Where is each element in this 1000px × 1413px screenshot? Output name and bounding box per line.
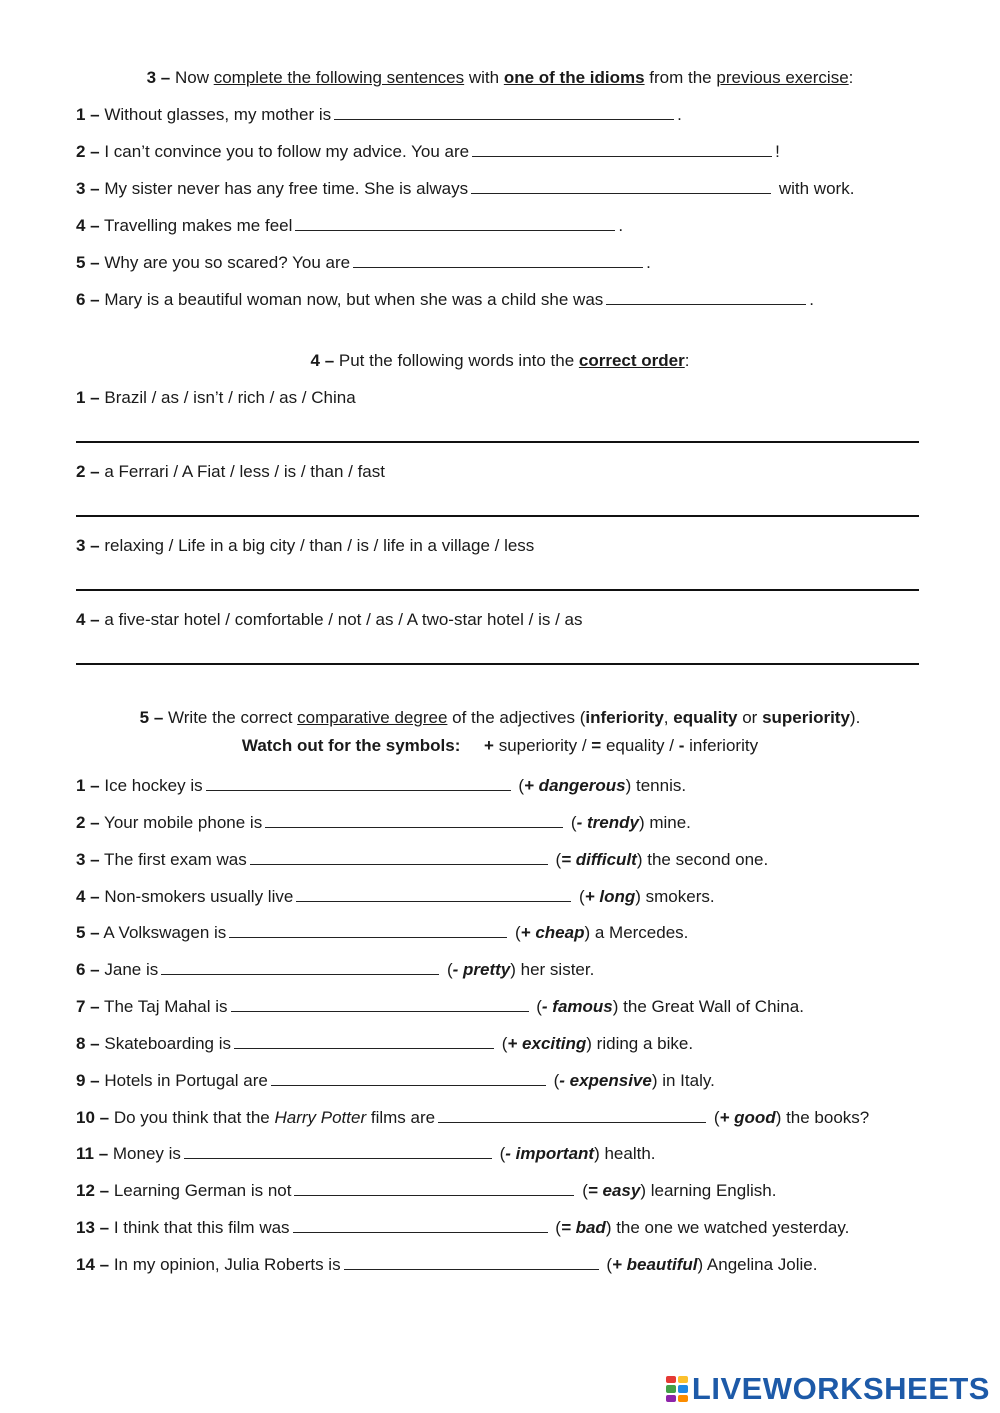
answer-blank[interactable] [344,1254,599,1270]
answer-blank[interactable] [161,959,439,975]
answer-blank[interactable] [234,1033,494,1049]
section-4-item: 1 – Brazil / as / isn’t / rich / as / China [76,388,356,407]
section-4-item: 2 – a Ferrari / A Fiat / less / is / than / fast [76,462,385,481]
logo-mark-icon [666,1376,688,1402]
answer-blank[interactable] [334,104,674,120]
section-5-item: 11 – Money is (- important) health. [76,1144,656,1163]
section-5-item: 10 – Do you think that the Harry Potter films are (+ good) the books? [76,1108,870,1127]
section-5-item: 8 – Skateboarding is (+ exciting) riding a bike. [76,1034,694,1053]
answer-blank[interactable] [206,775,511,791]
section-5-item: 2 – Your mobile phone is (- trendy) mine. [76,813,691,832]
section-4-item: 4 – a five-star hotel / comfortable / not / as / A two-star hotel / is / as [76,610,583,629]
answer-line[interactable] [76,589,919,591]
answer-blank[interactable] [472,141,772,157]
liveworksheets-logo [666,1371,990,1407]
symbols-legend: Watch out for the symbols: + superiority / = equality / - inferiority [241,736,759,755]
section-5-item: 9 – Hotels in Portugal are (- expensive) in Italy. [76,1071,715,1090]
answer-blank[interactable] [438,1107,706,1123]
answer-blank[interactable] [271,1070,546,1086]
answer-line[interactable] [76,441,919,443]
section-5-item: 13 – I think that this film was (= bad) the one we watched yesterday. [76,1218,850,1237]
answer-blank[interactable] [471,178,771,194]
section-4-instruction: 4 – Put the following words into the correct order: [310,351,690,370]
section-4-item: 3 – relaxing / Life in a big city / than / is / life in a village / less [76,536,535,555]
section-3-item: 4 – Travelling makes me feel . [76,216,624,235]
section-5-item: 5 – A Volkswagen is (+ cheap) a Mercedes. [76,923,689,942]
answer-blank[interactable] [184,1143,492,1159]
answer-blank[interactable] [353,252,643,268]
section-5-item: 4 – Non-smokers usually live (+ long) smokers. [76,887,715,906]
section-5-instruction: 5 – Write the correct comparative degree of the adjectives (inferiority, equality or superiority). [139,708,861,727]
answer-blank[interactable] [231,996,529,1012]
answer-blank[interactable] [295,215,615,231]
section-5-item: 6 – Jane is (- pretty) her sister. [76,960,595,979]
section-3-instruction: 3 – Now complete the following sentences with one of the idioms from the previous exercise: [146,68,854,87]
answer-blank[interactable] [229,922,507,938]
section-3-item: 2 – I can’t convince you to follow my advice. You are ! [76,142,780,161]
answer-line[interactable] [76,663,919,665]
answer-blank[interactable] [250,849,548,865]
section-5-item: 1 – Ice hockey is (+ dangerous) tennis. [76,776,687,795]
answer-blank[interactable] [293,1217,548,1233]
section-5-item: 12 – Learning German is not (= easy) learning English. [76,1181,777,1200]
section-5-item: 14 – In my opinion, Julia Roberts is (+ beautiful) Angelina Jolie. [76,1255,818,1274]
section-3-item: 5 – Why are you so scared? You are . [76,253,651,272]
logo-text: LIVEWORKSHEETS [691,1371,990,1406]
section-5-item: 3 – The first exam was (= difficult) the second one. [76,850,769,869]
section-5-item: 7 – The Taj Mahal is (- famous) the Great Wall of China. [76,997,804,1016]
section-3-item: 6 – Mary is a beautiful woman now, but when she was a child she was . [76,290,815,309]
answer-blank[interactable] [294,1180,574,1196]
answer-line[interactable] [76,515,919,517]
section-3-item: 1 – Without glasses, my mother is . [76,105,682,124]
section-3-item: 3 – My sister never has any free time. She is always with work. [76,179,855,198]
answer-blank[interactable] [296,886,571,902]
answer-blank[interactable] [265,812,563,828]
answer-blank[interactable] [606,289,806,305]
